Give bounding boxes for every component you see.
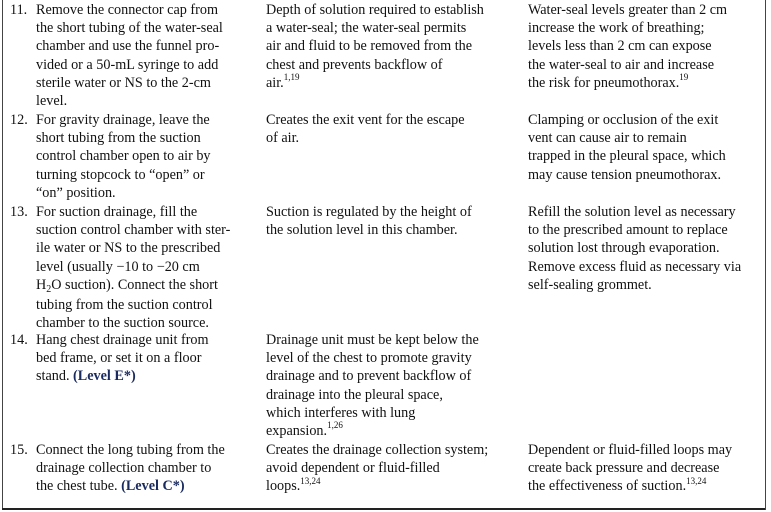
step-number: 12. bbox=[10, 112, 28, 128]
rationale-cell: Creates the drainage collection system; avoid dependent or fluid-filled loops.$^{13,24}$ bbox=[266, 442, 489, 495]
step-text: For gravity drainage, leave the short tubing from the suction control chamber open to air by turning stopcock to “open” or “on” position. bbox=[36, 112, 211, 201]
evidence-level: (Level C*) bbox=[121, 478, 185, 495]
reference-superscript: 13,24 bbox=[300, 475, 321, 486]
special-considerations-cell: Clamping or occlusion of the exit vent can cause air to remain trapped in the pleural space, which may cause tension pneumothorax. bbox=[528, 112, 726, 183]
rationale-cell: Depth of solution required to establish a water-seal; the water-seal permits air and fluid to be removed from the chest and prevents backflow of air.$^{1,19}$ bbox=[266, 2, 484, 91]
step-number: 13. bbox=[10, 204, 28, 220]
subscript: 2 bbox=[46, 283, 52, 295]
rationale-cell: Creates the exit vent for the escape of air. bbox=[266, 112, 465, 147]
step-number: 11. bbox=[10, 2, 28, 18]
rationale-cell: Drainage unit must be kept below the level of the chest to promote gravity drainage and to prevent backflow of drainage into the pleural space, which interferes with lung expansion.$^{1,26}$ bbox=[266, 332, 479, 440]
special-considerations-cell bbox=[528, 203, 764, 294]
reference-superscript: 1,19 bbox=[283, 72, 300, 83]
step-text: Remove the connector cap from the short tubing of the water-seal chamber and use the funnel pro- vided or a 50-mL syringe to add sterile water or NS to the 2-cm level. bbox=[36, 2, 223, 110]
consideration-paragraph: Remove excess fluid as necessary via self-sealing grommet. bbox=[528, 258, 742, 293]
step-text: Connect the long tubing from the drainage collection chamber to the chest tube. (Level C*) bbox=[36, 442, 225, 495]
consideration-paragraph: Refill the solution level as necessary to the prescribed amount to replace solution lost through evaporation. bbox=[528, 204, 736, 257]
evidence-level: (Level E*) bbox=[73, 368, 136, 385]
step-text: Hang chest drainage unit from bed frame, or set it on a floor stand. (Level E*) bbox=[36, 332, 209, 385]
rationale-cell: Suction is regulated by the height of the solution level in this chamber. bbox=[266, 204, 472, 239]
reference-superscript: 13,24 bbox=[686, 475, 707, 486]
reference-superscript: 19 bbox=[679, 72, 689, 83]
step-number: 14. bbox=[10, 332, 28, 348]
special-considerations-cell: Water-seal levels greater than 2 cm increase the work of breathing; levels less than 2 cm can expose the water-seal to air and increase the risk for pneumothorax.$^{19}$ bbox=[528, 2, 728, 91]
reference-superscript: 1,26 bbox=[327, 420, 343, 431]
special-considerations-cell: Dependent or fluid-filled loops may create back pressure and decrease the effectiveness of suction.$^{13,24}$ bbox=[528, 442, 733, 495]
table-bottom-rule bbox=[2, 508, 765, 510]
step-number: 15. bbox=[10, 442, 28, 458]
step-text: For suction drainage, fill the suction control chamber with ster- ile water or NS to the prescribed level (usually −10 to −20 cm $H_2O$ suction). Connect the short tubing from the suction control chamber to the suction source. bbox=[36, 204, 231, 332]
